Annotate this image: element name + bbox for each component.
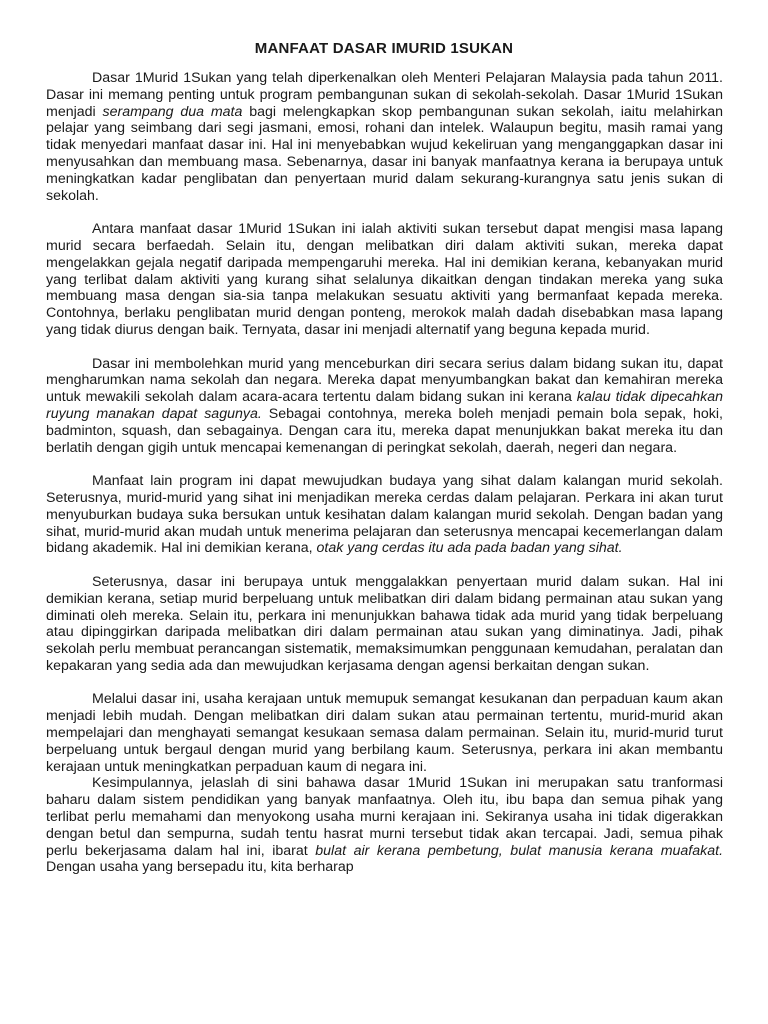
text-run: Manfaat lain program ini dapat mewujudkan budaya yang sihat dalam kalangan murid sekolah. Seterusnya, murid-murid yang sihat ini menjadikan mereka cerdas dalam pelajaran. Perkara ini akan turut menyuburkan budaya suka bersukan untuk kesihatan dalam kalangan murid sekolah. Dengan badan yang sihat, murid-murid akan mudah untuk menerima pelajaran dan seterusnya mencapai kecemerlangan dalam bidang akademik. Hal ini demikian kerana, [46,473,723,557]
italic-phrase: bulat air kerana pembetung, bulat manusia kerana muafakat. [315,842,724,859]
paragraph-unity [46,691,723,775]
paragraph-participation [46,574,723,675]
text-run: Seterusnya, dasar ini berupaya untuk menggalakkan penyertaan murid dalam sukan. Hal ini demikian kerana, setiap murid berpeluang untuk melibatkan diri dalam bidang permainan atau sukan yang diminati oleh mereka. Selain itu, perkara ini menunjukkan bahawa tidak ada murid yang tidak berpeluang atau dipinggirkan daripada melibatkan diri dalam permainan atau sukan yang diminatinya. Jadi, pihak sekolah perlu membuat perancangan sistematik, memaksimumkan penggunaan kemudahan, peralatan dan kepakaran yang sedia ada dan mewujudkan kerjasama dengan agensi berkaitan dengan sukan. [46,573,723,674]
document-body [46,70,723,893]
italic-phrase: serampang dua mata [102,103,243,120]
text-run: Sebagai contohnya, mereka boleh menjadi pemain bola sepak, hoki, badminton, squash, dan sebagainya. Dengan cara itu, mereka dapat menunjukkan bakat mereka itu dan berlatih dengan gigih untuk mencapai kemenangan di peringkat sekolah, daerah, negeri dan negara. [46,405,723,456]
paragraph-conclusion [46,775,723,876]
text-run: Dasar 1Murid 1Sukan yang telah diperkenalkan oleh Menteri Pelajaran Malaysia pada tahun 2011. Dasar ini memang penting untuk program pembangunan sukan di sekolah-sekolah. Dasar 1Murid 1Sukan menjadi [46,70,723,120]
text-run: bagi melengkapkan skop pembangunan sukan sekolah, iaitu melahirkan pelajar yang seimbang dari segi jasmani, emosi, rohani dan intelek. Walaupun begitu, masih ramai yang tidak menyedari manfaat dasar ini. Hal ini menyebabkan wujud kekeliruan yang menganggapkan dasar ini menyusahkan dan membuang masa. Sebenarnya, dasar ini banyak manfaatnya kerana ia berupaya untuk meningkatkan kadar penglibatan dan penyertaan murid dalam sekurang-kurangnya satu jenis sukan di sekolah. [46,103,724,204]
text-run: Kesimpulannya, jelaslah di sini bahawa dasar 1Murid 1Sukan ini merupakan satu tranformasi baharu dalam sistem pendidikan yang banyak manfaatnya. Oleh itu, ibu bapa dan semua pihak yang terlibat perlu memahami dan menyokong usaha murni kerajaan ini. Sekiranya usaha ini tidak digerakkan dengan betul dan sempurna, sudah tentu hasrat murni tersebut tidak akan tercapai. Jadi, semua pihak perlu bekerjasama dalam hal ini, ibarat [46,775,723,859]
italic-phrase: otak yang cerdas itu ada pada badan yang sihat. [316,540,623,557]
text-run: Antara manfaat dasar 1Murid 1Sukan ini ialah aktiviti sukan tersebut dapat mengisi masa lapang murid secara berfaedah. Selain itu, dengan melibatkan diri dalam aktiviti sukan, mereka dapat mengelakkan gejala negatif daripada mempengaruhi mereka. Hal ini demikian kerana, kebanyakan murid yang terlibat dalam aktiviti yang kurang sihat selalunya dikaitkan dengan tindakan mereka yang suka membuang masa dengan sia-sia tanpa melakukan sesuatu aktiviti yang bermanfaat kepada mereka. Contohnya, berlaku penglibatan murid dengan ponteng, merokok malah dadah disebabkan masa lapang yang tidak diurus dengan baik. Ternyata, dasar ini menjadi alternatif yang beguna kepada murid. [46,221,723,338]
italic-phrase: kalau tidak dipecahkan ruyung manakan dapat sagunya. [46,389,724,422]
paragraph-leisure [46,221,723,339]
paragraph-talent [46,356,723,457]
paragraph-introduction [46,70,723,204]
document-title: MANFAAT DASAR IMURID 1SUKAN [254,40,514,57]
text-run: Melalui dasar ini, usaha kerajaan untuk memupuk semangat kesukanan dan perpaduan kaum akan menjadi lebih mudah. Dengan melibatkan diri dalam sukan atau permainan tertentu, murid-murid akan mempelajari dan menghayati semangat kesukaan semasa dalam permainan. Selain itu, murid-murid turut berpeluang untuk bergaul dengan murid yang berbilang kaum. Seterusnya, perkara ini akan membantu kerajaan untuk meningkatkan perpaduan kaum di negara ini. [46,691,723,775]
paragraph-health [46,473,723,557]
text-run: Dengan usaha yang bersepadu itu, kita berharap [46,859,354,876]
text-run: Dasar ini membolehkan murid yang menceburkan diri secara serius dalam bidang sukan itu, dapat mengharumkan nama sekolah dan negara. Mereka dapat menyumbangkan bakat dan kemahiran mereka untuk mewakili sekolah dalam acara-acara tertentu dalam bidang sukan ini kerana [46,355,723,406]
